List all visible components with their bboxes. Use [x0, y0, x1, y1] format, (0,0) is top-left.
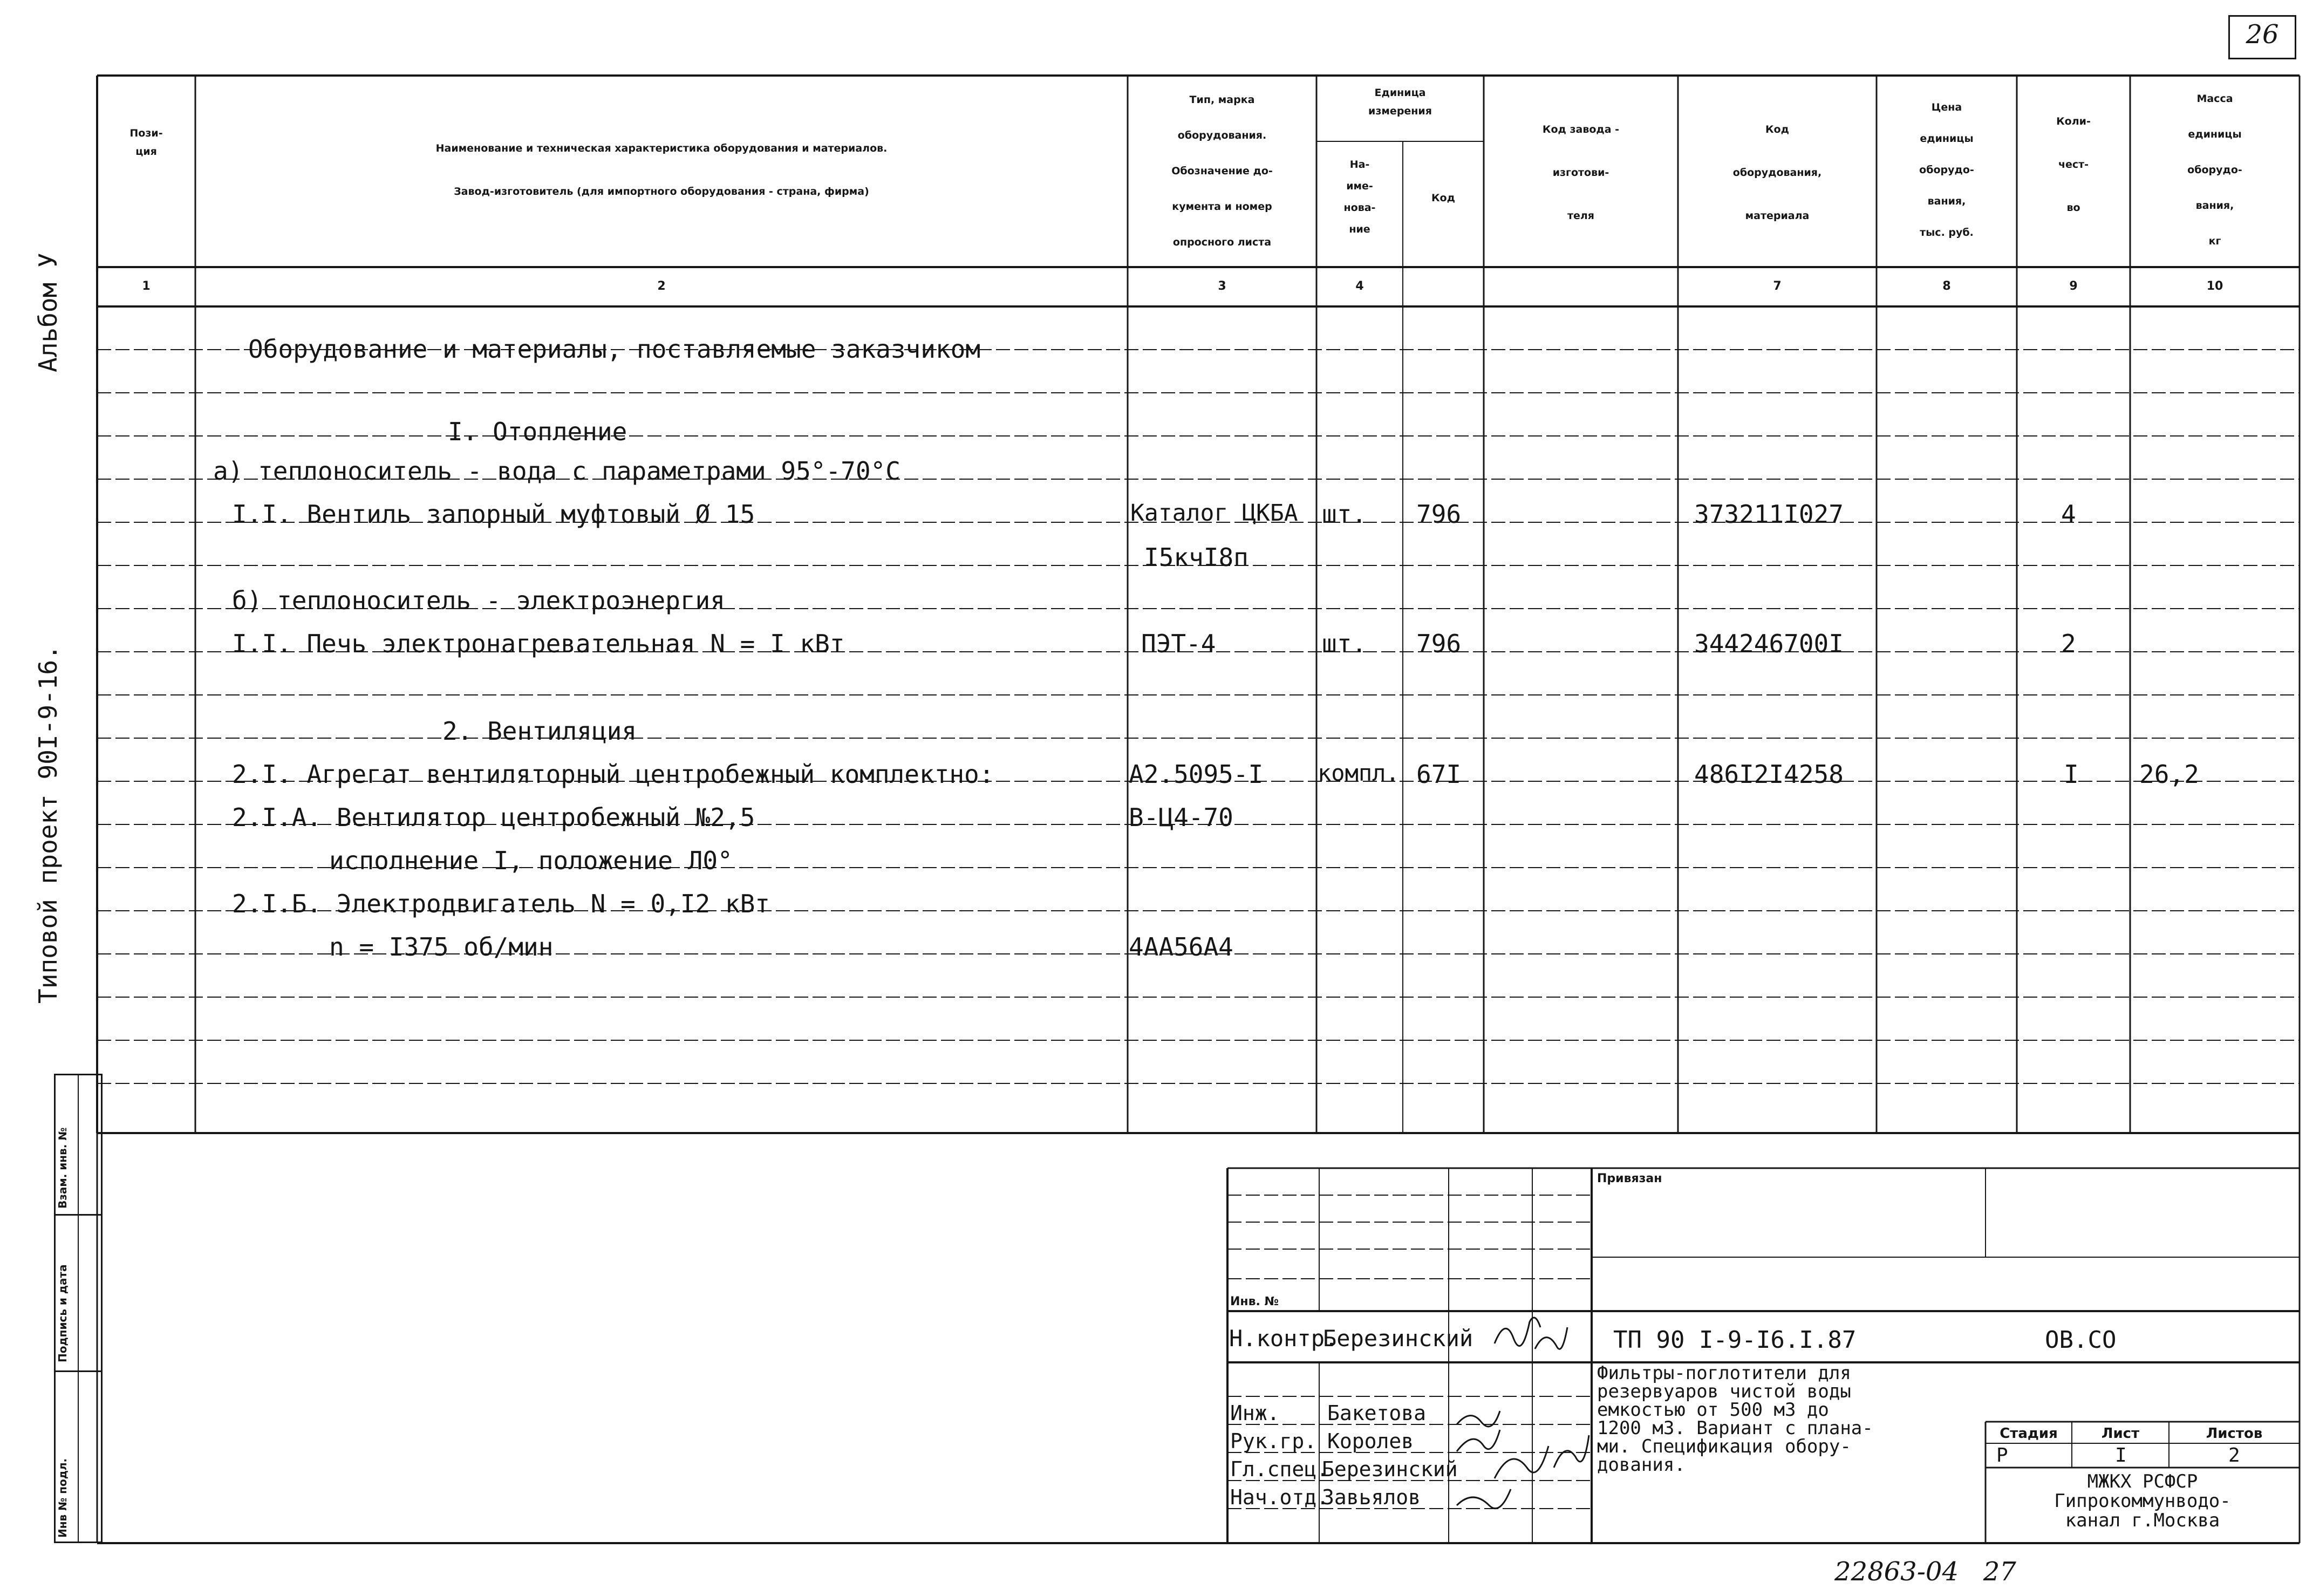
- role-n-kontr: Н.контр.: [1229, 1325, 1339, 1352]
- row-4-name: а) теплоноситель - вода с параметрами 95°-70°С: [213, 456, 900, 486]
- org-line-2: Гипрокоммунводо-: [2054, 1490, 2231, 1512]
- row-8-type: ПЭТ-4: [1141, 629, 1216, 658]
- sheet-label: Лист: [2101, 1426, 2140, 1442]
- row-11-type: А2.5095-I: [1129, 760, 1264, 789]
- colnum-3: 3: [1218, 279, 1226, 293]
- row-11-equip: 486I2I4258: [1694, 760, 1844, 789]
- row-5-code: 796: [1416, 500, 1462, 529]
- header-equip-code: Код оборудования, материала: [1732, 124, 1822, 222]
- header-unit-code: Код: [1431, 192, 1455, 204]
- name-n-kontr: Березинский: [1323, 1325, 1473, 1352]
- archive-number: 22863-04 27: [1834, 1557, 2016, 1587]
- album-label: Альбом У: [33, 253, 63, 372]
- role-gl-spec: Гл.спец.: [1230, 1457, 1329, 1481]
- row-5-unit: шт.: [1322, 500, 1367, 529]
- row-5-equip: 373211I027: [1694, 500, 1844, 529]
- colnum-7: 7: [1773, 279, 1782, 293]
- header-position: Пози- ция: [129, 127, 163, 158]
- project-label: Типовой проект 90Ι-9-16.: [33, 645, 63, 1004]
- colnum-9: 9: [2069, 279, 2078, 293]
- colnum-10: 10: [2206, 279, 2223, 293]
- doc-title-line-3: емкостью от 500 м3 до: [1597, 1399, 1829, 1421]
- doc-code: ТП 90 I-9-I6.I.87: [1613, 1326, 1857, 1354]
- stamp-replace-inv: Взам. инв. №: [56, 1127, 69, 1209]
- row-8-qty: 2: [2061, 629, 2076, 658]
- colnum-4: 4: [1355, 279, 1364, 293]
- header-name: Наименование и техническая характеристика оборудования и материалов. Завод-изготовитель (для импортного оборудования - страна, фирма): [435, 142, 888, 197]
- row-14-name: 2.I.Б. Электродвигатель N = 0,I2 кВт: [232, 889, 770, 918]
- header-mfr-code: Код завода - изготови- теля: [1542, 124, 1620, 222]
- inv-no-label: Инв. №: [1230, 1295, 1279, 1308]
- header-mass: Масса единицы оборудо- вания, кг: [2187, 93, 2242, 247]
- role-nach-otd: Нач.отд.: [1230, 1485, 1329, 1509]
- header-type: Тип, марка оборудования. Обозначение до- кумента и номер опросного листа: [1171, 94, 1273, 248]
- row-6-type: I5кчI8п: [1144, 543, 1248, 572]
- name-ruk-gr: Королев: [1327, 1429, 1414, 1453]
- row-15-type: 4АА56А4: [1129, 932, 1233, 961]
- doc-title-line-4: 1200 м3. Вариант с плана-: [1597, 1417, 1873, 1439]
- row-5-type: Каталог ЦКБА: [1130, 500, 1298, 527]
- header-qty: Коли- чест- во: [2056, 115, 2091, 214]
- doc-title-line-5: ми. Спецификация обору-: [1597, 1436, 1851, 1457]
- row-8-equip: 344246700I: [1694, 629, 1844, 658]
- row-11-qty: I: [2064, 760, 2079, 789]
- row-8-code: 796: [1416, 629, 1462, 658]
- row-1-name: Оборудование и материалы, поставляемые заказчиком: [248, 335, 981, 364]
- name-nach-otd: Завьялов: [1322, 1485, 1421, 1509]
- row-3-name: I. Отопление: [448, 417, 627, 446]
- row-5-qty: 4: [2061, 500, 2076, 529]
- row-11-mass: 26,2: [2139, 760, 2199, 789]
- row-8-unit: шт.: [1322, 629, 1367, 658]
- role-ruk-gr: Рук.гр.: [1230, 1429, 1317, 1453]
- stamp-sign-date: Подпись и дата: [56, 1264, 69, 1362]
- name-gl-spec: Березинский: [1322, 1457, 1458, 1481]
- row-13-name: исполнение I, положение Л0°: [329, 846, 733, 875]
- sheet-value: I: [2115, 1444, 2127, 1467]
- row-8-name: I.I. Печь электронагревательная N = I кВт: [232, 629, 845, 658]
- row-12-name: 2.I.А. Вентилятор центробежный №2,5: [232, 803, 755, 832]
- row-15-name: n = I375 об/мин: [329, 932, 554, 961]
- row-11-unit: компл.: [1318, 760, 1400, 786]
- sheet-number: 26: [2246, 19, 2279, 50]
- header-price: Цена единицы оборудо- вания, тыс. руб.: [1919, 101, 1974, 238]
- row-11-code: 67I: [1416, 760, 1462, 789]
- org-line-1: МЖКХ РСФСР: [2087, 1471, 2198, 1492]
- role-inzh: Инж.: [1230, 1401, 1280, 1425]
- row-5-name: I.I. Вентиль запорный муфтовый Ø 15: [232, 500, 755, 529]
- header-unit: Единица измерения: [1368, 87, 1432, 117]
- stamp-inv-no: Инв № подл.: [56, 1458, 69, 1538]
- colnum-1: 1: [142, 279, 151, 293]
- org-line-3: канал г.Москва: [2065, 1510, 2220, 1531]
- row-12-type: В-Ц4-70: [1129, 803, 1233, 832]
- name-inzh: Бакетова: [1327, 1401, 1427, 1425]
- doc-title-line-6: дования.: [1597, 1454, 1686, 1476]
- stage-label: Стадия: [2000, 1426, 2058, 1442]
- stage-value: Р: [1996, 1444, 2008, 1467]
- doc-title-line-2: резервуаров чистой воды: [1597, 1381, 1851, 1402]
- header-unit-name: На- име- нова- ние: [1343, 159, 1376, 235]
- row-7-name: б) теплоноситель - электроэнергия: [232, 586, 725, 615]
- sheets-value: 2: [2228, 1444, 2240, 1467]
- sheets-label: Листов: [2206, 1426, 2263, 1442]
- colnum-2: 2: [657, 279, 666, 293]
- row-11-name: 2.I. Агрегат вентиляторный центробежный комплектно:: [232, 760, 994, 789]
- colnum-8: 8: [1942, 279, 1951, 293]
- row-10-name: 2. Вентиляция: [442, 717, 637, 746]
- org-block: [1986, 1472, 2300, 1530]
- doc-title-line-1: Фильтры-поглотители для: [1597, 1362, 1851, 1384]
- doc-title: [1597, 1364, 1986, 1474]
- sheet-mark: ОВ.СО: [2045, 1326, 2117, 1354]
- privyazan-label: Привязан: [1597, 1172, 1662, 1185]
